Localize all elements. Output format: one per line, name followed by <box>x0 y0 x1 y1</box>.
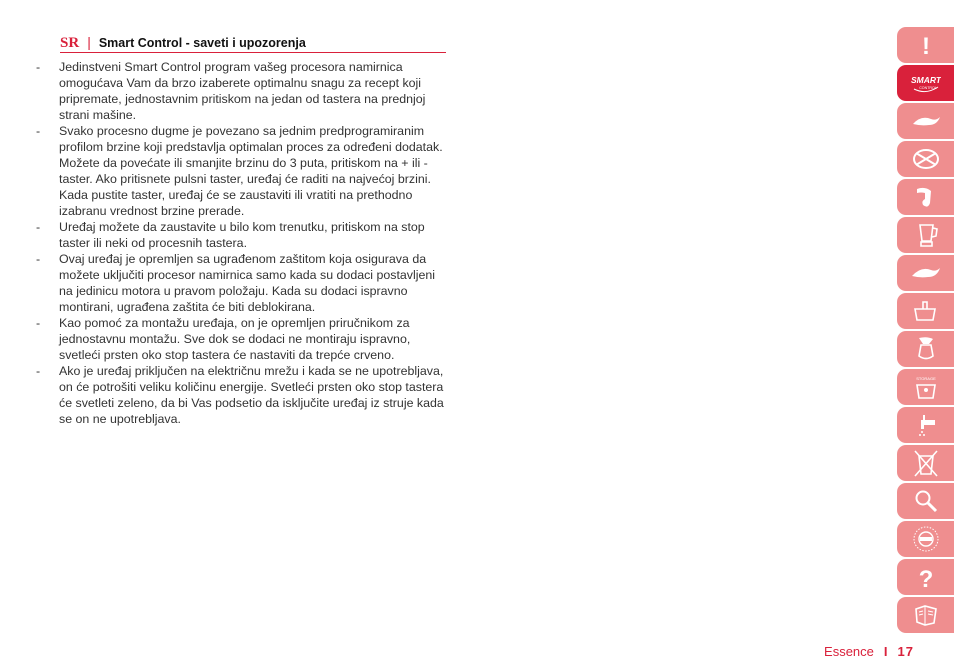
storage-icon <box>911 373 941 401</box>
paragraph <box>36 219 448 251</box>
tab-dough[interactable] <box>897 179 954 215</box>
bullet-dash: - <box>36 220 41 234</box>
exclamation-glyph: ! <box>921 33 930 59</box>
paragraph-text: Ako je uređaj priključen na električnu mrežu i kada se ne upotrebljava, on će potrošiti veliku količinu energije. Svetleći prsten oko stop tastera će svetleti zeleno, da bi Vas podsetio da isključite uređaj iz struje kada se on ne upotrebljava. <box>59 364 444 426</box>
tab-warnings[interactable] <box>897 27 954 63</box>
bullet-dash: - <box>36 60 41 74</box>
tab-blender[interactable] <box>897 217 954 253</box>
section-tabs <box>897 27 954 635</box>
disposal-bin-icon <box>911 449 941 477</box>
tab-recipes[interactable] <box>897 597 954 633</box>
slicing-disc-icon <box>911 107 941 135</box>
paragraph <box>36 59 448 123</box>
tab-cleaning[interactable] <box>897 407 954 443</box>
paragraph <box>36 251 448 315</box>
paragraph-text: Uređaj možete da zaustavite u bilo kom trenutku, pritiskom na stop taster ili neki od procesnih tastera. <box>59 220 425 250</box>
brand-name: Essence <box>824 644 874 659</box>
tab-smart-control[interactable] <box>897 65 954 101</box>
section-header <box>60 34 446 53</box>
paragraph-text: Ovaj uređaj je opremljen sa ugrađenom zaštitom koja osigurava da možete uključiti procesor namirnica samo kada su dodaci postavljeni na jedinicu motora u pravom položaju. Kada su dodaci ispravno montirani, ugrađena zaštita će biti deblokirana. <box>59 252 436 314</box>
exclamation-icon <box>911 31 941 59</box>
world-wide-guarantee-icon <box>911 525 941 553</box>
control-logo-text: CONTROL <box>918 86 937 90</box>
footer-separator: I <box>883 644 888 659</box>
tab-troubleshooting[interactable] <box>897 483 954 519</box>
page-number: 17 <box>897 644 914 659</box>
meat-grinder-icon <box>911 335 941 363</box>
whisk-icon <box>911 145 941 173</box>
paragraph <box>36 315 448 363</box>
bullet-dash: - <box>36 316 41 330</box>
tab-bowl[interactable] <box>897 293 954 329</box>
language-code: SR <box>60 35 80 51</box>
tab-storage[interactable] <box>897 369 954 405</box>
bullet-dash: - <box>36 124 41 138</box>
magnifier-icon <box>911 487 941 515</box>
grating-disc-icon <box>911 259 941 287</box>
body-text <box>36 59 448 427</box>
recipe-book-icon <box>911 601 941 629</box>
paragraph-text: Jedinstveni Smart Control program vašeg procesora namirnica omogućava Vam da brzo izaberete optimalnu snagu za recept koji pripremate, jednostavnim pritiskom na jedan od tastera na prednjoj strani mašine. <box>59 60 426 122</box>
header-separator: | <box>87 34 91 50</box>
storage-label: STORAGE <box>915 376 936 381</box>
tab-faq[interactable] <box>897 559 954 595</box>
page-title: Smart Control - saveti i upozorenja <box>98 36 306 50</box>
mixing-bowl-icon <box>911 297 941 325</box>
dough-hook-icon <box>911 183 941 211</box>
cleaning-tap-icon <box>911 411 941 439</box>
bullet-dash: - <box>36 252 41 266</box>
page-footer <box>824 644 914 659</box>
paragraph <box>36 363 448 427</box>
paragraph <box>36 123 448 219</box>
paragraph-text: Kao pomoć za montažu uređaja, on je opremljen priručnikom za jednostavnu montažu. Sve dok se dodaci ne montiraju ispravno, svetleći prsten oko stop tastera će nastaviti da trepće crveno. <box>59 316 411 362</box>
question-icon <box>911 563 941 591</box>
tab-grinder[interactable] <box>897 331 954 367</box>
tab-guarantee[interactable] <box>897 521 954 557</box>
question-glyph: ? <box>918 566 933 591</box>
smart-control-logo-icon <box>911 69 941 97</box>
blender-jug-icon <box>911 221 941 249</box>
tab-slicing[interactable] <box>897 103 954 139</box>
paragraph-text: Svako procesno dugme je povezano sa jednim predprogramiranim profilom brzine koji predstavlja optimalan proces za određeni dodatak. Možete da povećate ili smanjite brzinu do 3 puta, pritiskom na + ili - taster. Ako pritisnete pulsni taster, uređaj će raditi na najvećoj brzini. Kada pustite taster, uređaj će se zaustaviti ili vratiti na prethodno izabranu vrednost brzine prerade. <box>59 124 443 218</box>
smart-logo-text: SMART <box>910 75 941 85</box>
tab-whisk[interactable] <box>897 141 954 177</box>
bullet-dash: - <box>36 364 41 378</box>
tab-grating[interactable] <box>897 255 954 291</box>
tab-disposal[interactable] <box>897 445 954 481</box>
